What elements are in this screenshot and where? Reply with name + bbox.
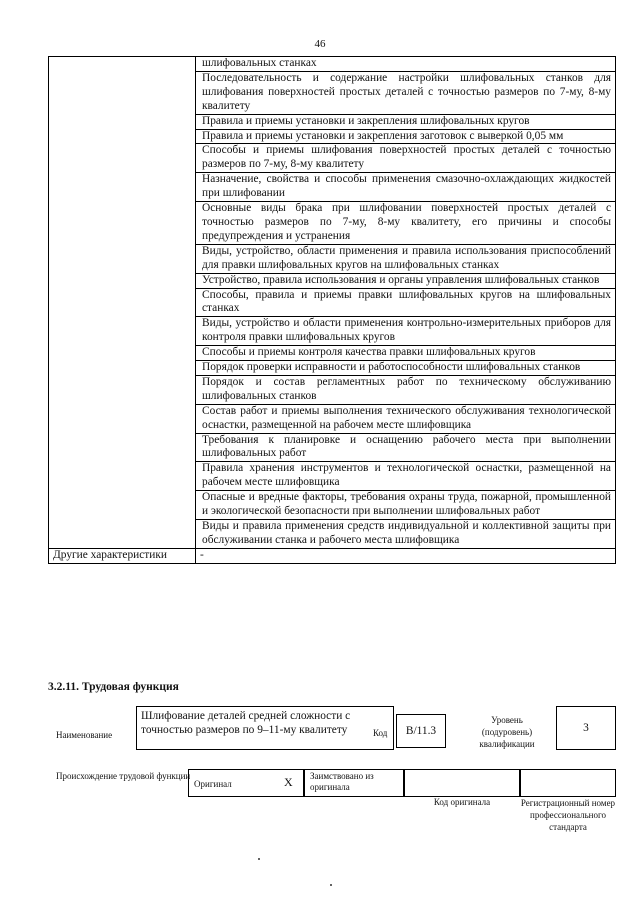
knowledge-item: Способы и приемы шлифования поверхностей простых деталей с точностью размеров по 7-му, 8-му квалитету xyxy=(196,144,616,173)
knowledge-item: Порядок и состав регламентных работ по техническому обслуживанию шлифовальных станков xyxy=(196,375,616,404)
original-code-cell xyxy=(404,769,520,797)
knowledge-item: Опасные и вредные факторы, требования охраны труда, пожарной, промышленной и экологической безопасности при выполнении шлифовальных работ xyxy=(196,491,616,520)
qualification-level-value: 3 xyxy=(556,706,616,750)
code-label: Код xyxy=(373,728,388,738)
knowledge-row xyxy=(49,57,616,72)
knowledge-item: шлифовальных станках xyxy=(196,57,616,72)
knowledge-item: Состав работ и приемы выполнения технического обслуживания технологической оснастки, размещенной на рабочем месте шлифовщика xyxy=(196,404,616,433)
knowledge-item: Устройство, правила использования и органы управления шлифовальных станков xyxy=(196,273,616,288)
origin-label: Происхождение трудовой функции xyxy=(56,771,191,781)
scan-speck xyxy=(258,858,260,860)
qualification-level-label: Уровень (подуровень) квалификации xyxy=(479,715,535,749)
knowledge-item: Правила хранения инструментов и технологической оснастки, размещенной на рабочем месте шлифовщика xyxy=(196,462,616,491)
registration-number-cell xyxy=(520,769,616,797)
knowledge-item: Порядок проверки исправности и работоспособности шлифовальных станков xyxy=(196,361,616,376)
labor-function-block xyxy=(48,706,616,754)
knowledge-item: Правила и приемы установки и закрепления заготовок с выверкой 0,05 мм xyxy=(196,129,616,144)
origin-block xyxy=(48,769,616,869)
knowledge-item: Способы, правила и приемы правки шлифовальных кругов на шлифовальных станках xyxy=(196,288,616,317)
other-characteristics-label: Другие характеристики xyxy=(49,548,196,563)
original-code-caption: Код оригинала xyxy=(433,797,491,807)
borrowed-label: Заимствовано из оригинала xyxy=(310,771,374,792)
name-label: Наименование xyxy=(56,730,113,740)
other-characteristics-value: - xyxy=(196,548,616,563)
knowledge-item: Правила и приемы установки и закрепления шлифовальных кругов xyxy=(196,114,616,129)
knowledge-item: Требования к планировке и оснащению рабочего места при выполнении шлифовальных работ xyxy=(196,433,616,462)
registration-number-caption: Регистрационный номер профессионального стандарта xyxy=(520,798,616,832)
scan-speck xyxy=(330,884,332,886)
knowledge-item: Виды и правила применения средств индивидуальной и коллективной защиты при обслуживании станка и рабочего места шлифовщика xyxy=(196,520,616,549)
row-label-empty xyxy=(49,57,196,549)
knowledge-item: Виды, устройство, области применения и правила использования приспособлений для правки шлифовальных кругов на шлифовальных станках xyxy=(196,244,616,273)
page-number: 46 xyxy=(314,38,326,50)
other-characteristics-row xyxy=(49,548,616,563)
knowledge-item: Назначение, свойства и способы применения смазочно-охлаждающих жидкостей при шлифовании xyxy=(196,173,616,202)
knowledge-item: Основные виды брака при шлифовании поверхностей простых деталей с точностью размеров по 7-му, 8-му квалитету, его причины и способы предупреждения и устранения xyxy=(196,202,616,245)
function-name-value: Шлифование деталей средней сложности с точностью размеров по 9–11-му квалитету xyxy=(136,706,394,750)
knowledge-item: Последовательность и содержание настройки шлифовальных станков для шлифования поверхностей простых деталей с точностью размеров по 7-му, 8-му квалитету xyxy=(196,71,616,114)
original-label: Оригинал xyxy=(194,779,232,789)
knowledge-item: Виды, устройство и области применения контрольно-измерительных приборов для контроля правки шлифовальных кругов xyxy=(196,317,616,346)
knowledge-item: Способы и приемы контроля качества правки шлифовальных кругов xyxy=(196,346,616,361)
function-code-value: B/11.3 xyxy=(396,714,446,748)
section-heading: 3.2.11. Трудовая функция xyxy=(48,681,179,693)
original-mark: X xyxy=(284,775,293,789)
knowledge-table xyxy=(48,56,616,564)
